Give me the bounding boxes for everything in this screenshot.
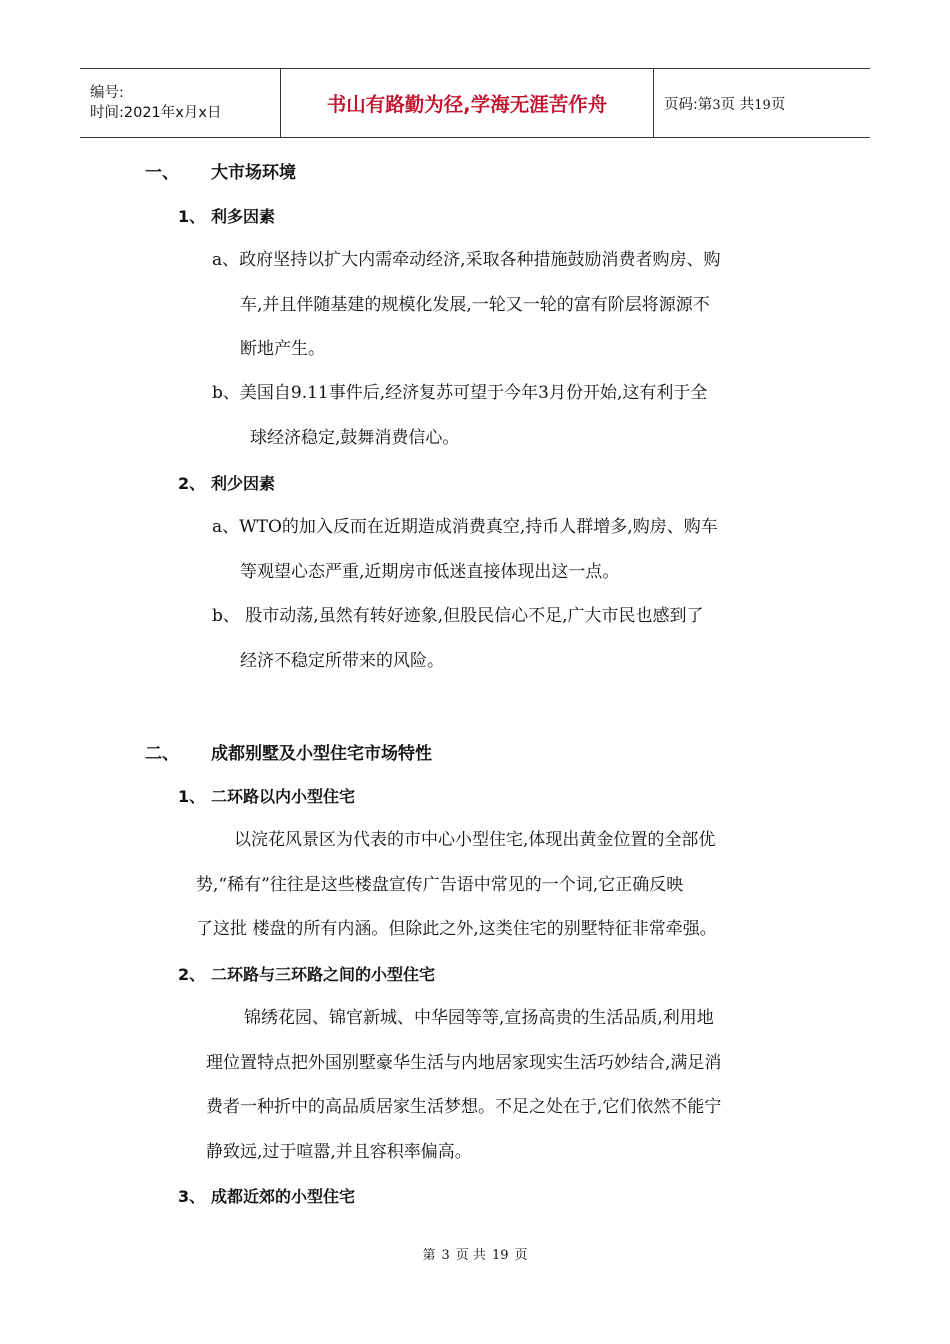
header-motto: [280, 69, 654, 137]
paragraph: 以浣花风景区为代表的市中心小型住宅,体现出黄金位置的全部优 势,“稀有”往往是这些楼盘宣传广告语中常见的一个词,它正确反映 了这批 楼盘的所有内涵。但除此之外,这类住宅的别墅特征非常牵强。: [196, 830, 717, 939]
motto-text: 书山有路勤为径,学海无涯苦作舟: [326, 93, 608, 116]
subsection-heading: 3、 成都近郊的小型住宅: [178, 1187, 356, 1206]
page-footer: 第 3 页 共 19 页: [422, 1248, 528, 1263]
paragraph: 锦绣花园、锦官新城、中华园等等,宣扬高贵的生活品质,利用地 理位置特点把外国别墅豪华生活与内地居家现实生活巧妙结合,满足消 费者一种折中的高品质居家生活梦想。不足之处在于,它们依然不能宁 静致远,过于喧嚣,并且容积率偏高。: [206, 1008, 722, 1162]
paragraph: b、 股市动荡,虽然有转好迹象,但股民信心不足,广大市民也感到了 经济不稳定所带来的风险。: [212, 606, 704, 671]
header-page-info: [654, 69, 785, 137]
paragraph: a、WTO的加入反而在近期造成消费真空,持币人群增多,购房、购车 等观望心态严重,近期房市低迷直接体现出这一点。: [212, 517, 718, 582]
header-meta: [80, 69, 280, 137]
paragraph: b、美国自9.11事件后,经济复苏可望于今年3月份开始,这有利于全 球经济稳定,鼓舞消费信心。: [212, 383, 708, 448]
number-label: 编号:: [90, 85, 124, 101]
time-label: 时间:2021年x月x日: [90, 105, 222, 121]
section-heading: 一、 大市场环境: [145, 163, 296, 183]
paragraph: a、政府坚持以扩大内需牵动经济,采取各种措施鼓励消费者购房、购 车,并且伴随基建的规模化发展,一轮又一轮的富有阶层将源源不 断地产生。: [212, 250, 721, 359]
section-heading: 二、 成都别墅及小型住宅市场特性: [145, 744, 432, 764]
subsection-heading: 2、 利少因素: [178, 474, 276, 493]
subsection-heading: 2、 二环路与三环路之间的小型住宅: [178, 965, 436, 984]
page-info: 页码:第3页 共19页: [664, 96, 786, 113]
page-header: [80, 68, 870, 138]
subsection-heading: 1、 二环路以内小型住宅: [178, 787, 356, 806]
subsection-heading: 1、 利多因素: [178, 207, 276, 226]
